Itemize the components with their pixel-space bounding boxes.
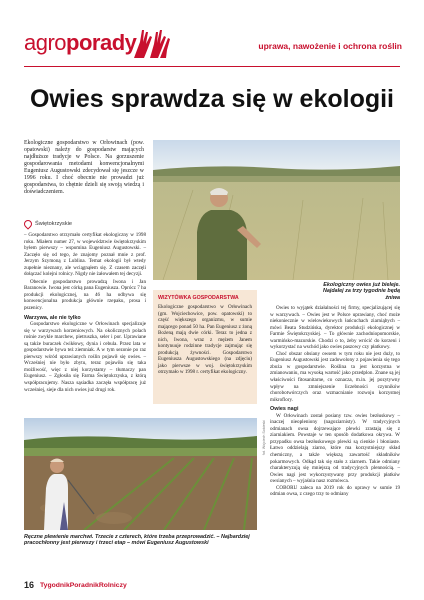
paragraph: – Gospodarstwo otrzymało certyfikat ekologiczny w 1998 roku. Miałem numer 27, w województwie świętokrzyskim byłem pierwszy – wspomina Eugeniusz Augustowski. – Zaczęło się od tego, że znajomy poznał mnie z prof. Jerzym Szymoną z Lublina. Temat ekologii był wtedy zupełnie nieznany, ale wciągnąłem się. Z czasem zaczęli dołączać kolejni rolnicy. Nigdy nie żałowałem tej decyzji. — [24, 232, 146, 278]
magazine-name — [40, 582, 127, 589]
farm-card-title: WIZYTÓWKA GOSPODARSTWA — [158, 295, 239, 301]
page-number: 16 — [24, 580, 35, 590]
location-pin-icon — [22, 218, 33, 229]
farm-card — [153, 290, 257, 404]
oat-field-photo — [153, 140, 400, 280]
article-lead: Ekologiczne gospodarstwo w Orłowinach (pow. opatowski) należy do gospodarstw mających najdłuższe tradycje w Polsce. Na gorzuszenie gospodarowania metodami konwencjonalnymi Eugeniusz Augustowski zdecydował się jeszcze w 1996 roku. I choć obecnie nie prowadzi już gospodarstwa, to chętnie dzieli się swoją wiedzą i doświadczeniem. — [24, 140, 144, 196]
column-1 — [24, 232, 146, 393]
farm-card-body: Ekologiczne gospodarstwo w Orłowinach (gm. Wojciechowice, pow. opatowski) to część większego organizmu, w sumie mającego ponad 50 ha. Pan Eugeniusz z żoną Bożeną mają dwie córki. Teraz to jedna z nich, Iwona, wraz z mężem Janem kontynuuje rodzinne tradycje zajmując się produkcją żywności. Gospodarstwo Eugeniusza Augustowskiego (na zdjęciu) jako pierwsze w woj. świętokrzyskim otrzymało w 1998 r. certyfikat ekologiczny. — [158, 304, 252, 376]
column-3 — [270, 305, 400, 498]
page-header — [0, 0, 424, 78]
magazine-name-part: Tygodnik — [40, 581, 70, 589]
magazine-name-part: Rolniczy — [98, 581, 127, 589]
paragraph: COBORU zaleca na 2019 rok do uprawy w sumie 19 odmian owsa, z czego trzy to odmiany — [270, 484, 400, 498]
paragraph: W Orłowinach został posiany tzw. owies bezłuskowy – inaczej nieopleniony (nagoziarnisty). W tradycyjnych odmianach owsa dojrzewające plewki zrastają się z ziarniakiem. Powstaje w ten sposób dodatkowa okrywa. W przypadku owsa bezłuskowego plewki są cienkie i błoniaste. Łatwo oddzielają ziarno, które ma korzystniejszy skład chemiczny, a także większą zawartość składników pokarmowych. Odkąd tak się stało z ziarnem. Takie odmiany charakteryzują się mniejszą od tradycyjnych plennością. – Owies nagi jest wykorzystywany przy produkcji płatków owsianych – wyjaśnia nasz rozmówca. — [270, 412, 400, 485]
paragraph: Obecnie gospodarstwo prowadzą Iwona i Jan Baranowie. Iwona jest córką pana Eugeniusza. Oprócz 7 ha produkcji ekologicznej, na 46 ha odbywa się konwencjonalna produkcja głównie rzepaku, prosa i pszenicy. — [24, 278, 146, 312]
photo-image — [24, 418, 257, 530]
brand-bold: porady — [66, 30, 137, 55]
photo-caption: Ekologiczny owies już bieleje. Najdalej za trzy tygodnie będą żniwa — [323, 282, 400, 301]
section-label: uprawa, nawożenie i ochrona roślin — [258, 41, 402, 51]
carrot-field-photo — [24, 418, 257, 530]
paragraph: Owies to wyjątek działalności tej firmy, specjalizującej się w warzywach. – Owies jest w Polsce uprawiany, choć może niekoniecznie w wielowiekowych łańcuchach ziarniąbych – mówi Beata Studzińska, dyrektor produkcji ekologicznej w Farmie Świętokrzyskiej. – To głównie zachodniopomorskie, warmińsko-mazurskie. Chodzi o to, żeby wrócić do korzeni i wykorzystać na wschód jako owies paszowy czy płatkowy. — [270, 305, 400, 351]
article-title: Owies sprawdza się w ekologii — [29, 85, 394, 113]
location-tag — [24, 220, 72, 228]
photo-credit: fot. Wojciech Sobieski — [262, 420, 266, 456]
page-footer — [24, 580, 127, 590]
photo-caption: Ręczne plewienie marchwi. Trzecie z czterech, które trzeba przeprowadzić. – Najbardziej pracochłonny jest pierwszy i trzeci etap – mówi Eugeniusz Augustowski — [24, 534, 250, 547]
location-label: Świętokrzyskie — [35, 221, 72, 227]
brand-plain: agro — [24, 30, 67, 55]
brand-logo — [24, 30, 136, 56]
subheading: Warzywa, ale nie tylko — [24, 314, 81, 321]
photo-image — [153, 140, 400, 280]
paragraph: Gospodarstwo ekologiczne w Orłowinach specjalizuje się w warzywach korzeniowych. Na okolicznych polach rośnie zwykle marchew, pietruszka, seler i por. Uprawiane są także buraczek ćwikłowy, dynia i cebula. Przez lata w gospodarstwie bywa też ziemniak. A w tym sezonie po raz pierwszy wśród uprawianych roślin pojawił się owies. – Wcześniej nie było zbytu, teraz pojawiła się taka możliwość, więc z niej korzystamy – tłumaczy pan Eugeniusz. – Zgłosiła się Farma Świętokrzyska, z którą współpracujemy. Nasza sąsiadka zaczęła współpracę już wcześniej, sieje dla nich owies już drugi rok. — [24, 321, 146, 393]
header-divider — [24, 66, 400, 67]
hands-logo-icon — [130, 24, 174, 60]
paragraph: Choć obszar obsiany owsem w tym roku nie jest duży, to Eugeniusz Augustowski jest zadowolony z pojawienia się tego zboża w gospodarstwie. Roślina ta jest korzystna w zmianowaniu, ma wysoką wartość jako przedplon. Znane są jej właściwości fitosanitarne, co oznacza, m.in. jej pozytywny wpływ na zmniejszenie liczebności czynników chorobotwórczych oraz wzmacnianie rozwoju korzystnej mikroflory. — [270, 350, 400, 403]
subheading: Owies nagi — [270, 406, 299, 413]
magazine-name-part: Poradnik — [69, 581, 99, 589]
